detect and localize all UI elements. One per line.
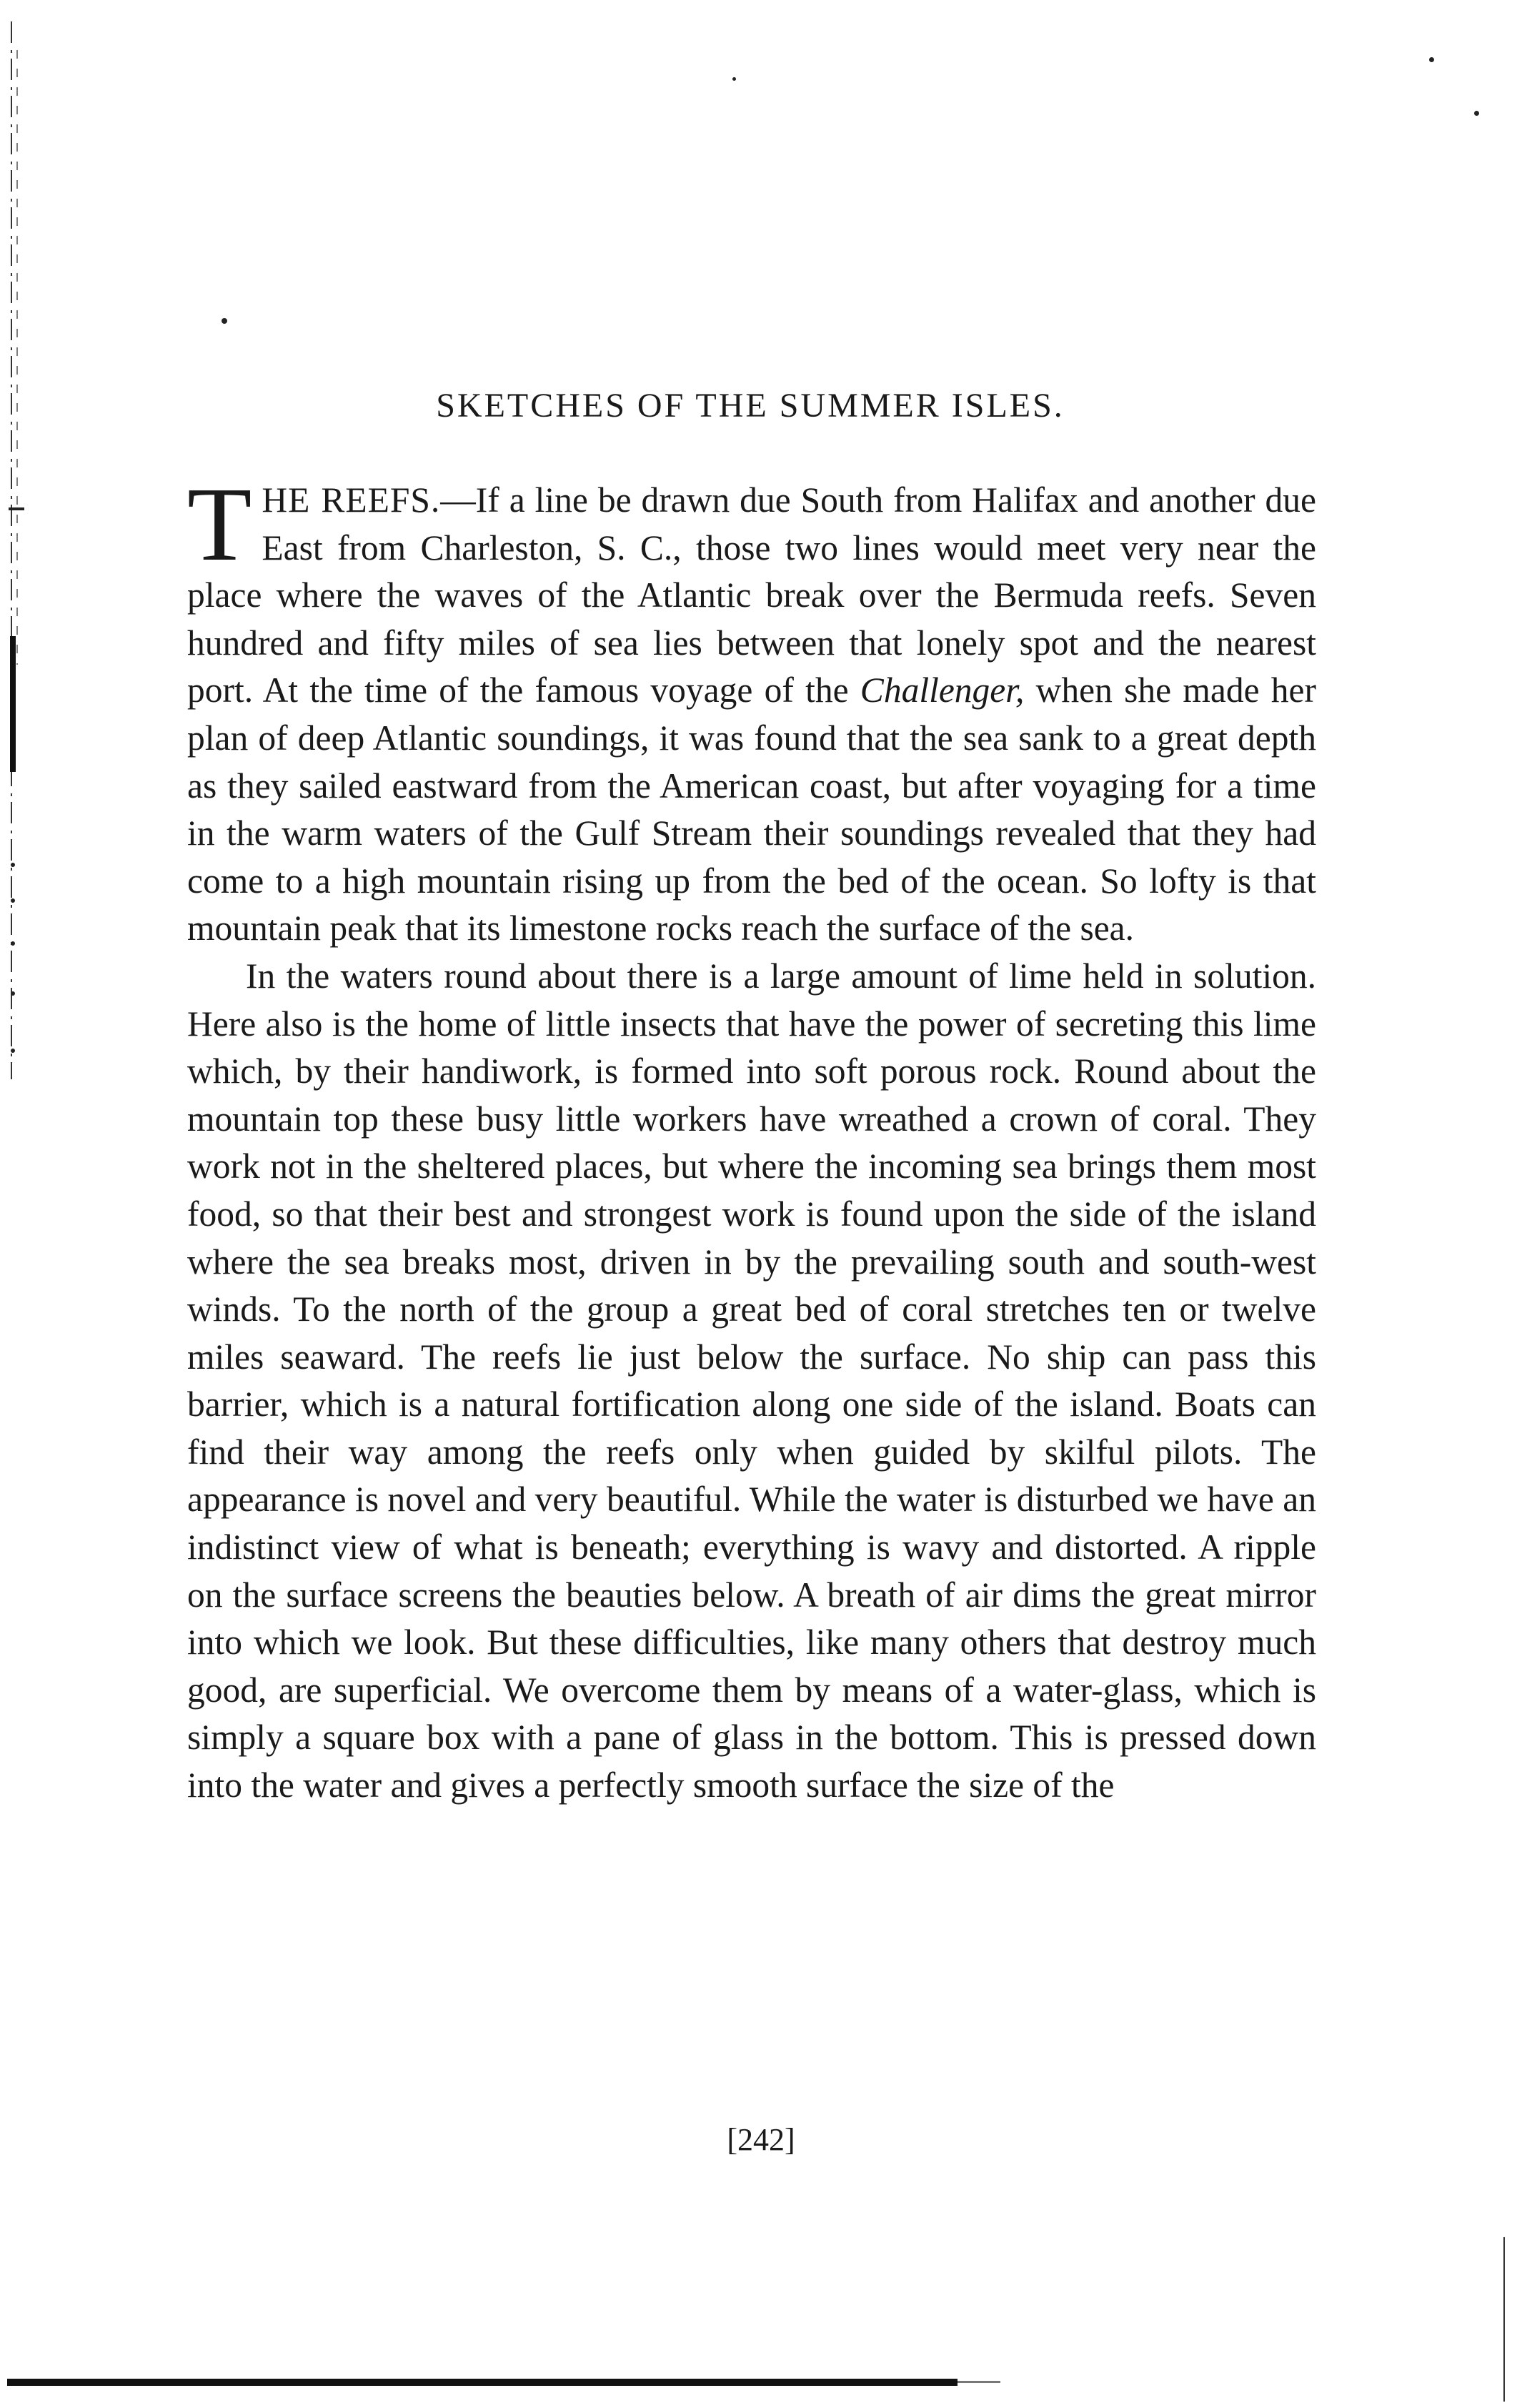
paragraph-text: when she made her plan of deep Atlantic soundings, it was found that the sea sank to a great depth as they sailed eastward from the American coast, but after voyaging for a time in the warm waters of the Gulf Stream their soundings revealed that they had come to a high mountain rising up from the bed of the ocean. So lofty is that mountain peak that its limestone rocks reach the surface of the sea. <box>187 670 1316 948</box>
scan-bottom-bar <box>7 2373 1000 2389</box>
scan-right-line <box>1501 2237 1508 2402</box>
speck-mark <box>1429 57 1434 62</box>
paragraph-reefs <box>187 466 1316 953</box>
paragraph-coral: In the waters round about there is a large amount of lime held in solution. Here also is the home of little insects that have the power of secreting this lime which, by their handiwork, is formed into soft porous rock. Round about the mountain top these busy little workers have wreathed a crown of coral. They work not in the sheltered places, but where the incoming sea brings them most food, so that their best and strongest work is found upon the side of the island where the sea breaks most, driven in by the prevailing south and south-west winds. To the north of the group a great bed of coral stretches ten or twelve miles seaward. The reefs lie just below the surface. No ship can pass this barrier, which is a natural fortification along one side of the island. Boats can find their way among the reefs only when guided by skilful pilots. The appearance is novel and very beautiful. While the water is disturbed we have an indistinct view of what is beneath; everything is wavy and distorted. A ripple on the surface screens the beauties below. A breath of air dims the great mirror into which we look. But these difficulties, like many others that destroy much good, are superficial. We overcome them by means of a water-glass, which is simply a square box with a pane of glass in the bottom. This is pressed down into the water and gives a perfectly smooth surface the size of the <box>187 956 1316 1805</box>
page-number: [242] <box>727 2122 795 2157</box>
speck-mark <box>1474 111 1479 116</box>
page-title: SKETCHES OF THE SUMMER ISLES. <box>436 387 1065 425</box>
section-heading: HE REEFS. <box>262 480 441 520</box>
speck-mark <box>222 318 227 324</box>
speck-mark <box>732 77 736 81</box>
body-text <box>187 466 1316 1810</box>
paragraph-text: —If a line be drawn due South from Halifax and another due East from Charleston, S. C., those two lines would meet very near the place where the waves of the Atlantic break over the Bermuda reefs. Seven hundred and fifty miles of sea lies between that lonely spot and the nearest port. At the time of the famous voyage of the <box>187 480 1316 710</box>
ship-name: Challenger, <box>860 670 1025 710</box>
drop-cap: T <box>187 466 252 583</box>
scan-edge-marks <box>6 21 27 1079</box>
